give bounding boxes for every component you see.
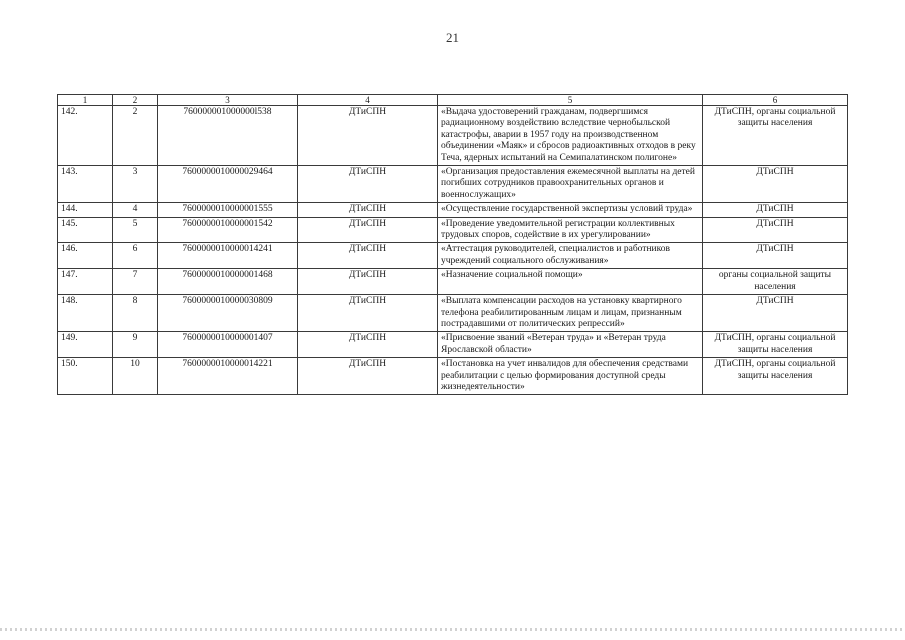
table-row (58, 166, 848, 203)
service-name-cell: «Аттестация руководителей, специалистов и работников учреждений социального обслуживания» (438, 243, 703, 269)
row-number-cell: 145. (58, 217, 113, 243)
page-number: 21 (446, 30, 459, 45)
sub-number-cell: 7 (113, 269, 158, 295)
table-row (58, 217, 848, 243)
service-code-cell: 7600000010000001555 (158, 203, 298, 217)
executor-cell: ДТиСПН (703, 203, 848, 217)
department-cell: ДТиСПН (298, 217, 438, 243)
service-name-cell: «Осуществление государственной экспертизы условий труда» (438, 203, 703, 217)
row-number-cell: 149. (58, 332, 113, 358)
row-number-cell: 143. (58, 166, 113, 203)
row-number-cell: 142. (58, 106, 113, 166)
sub-number-cell: 5 (113, 217, 158, 243)
executor-cell: ДТиСПН (703, 243, 848, 269)
service-name-cell: «Выдача удостоверений гражданам, подвергшимся радиационному воздействию вследствие чернобыльской катастрофы, аварии в 1957 году на производственном объединении «Маяк» и сбросов радиоактивных отходов в реку Теча, ядерных испытаний на Семипалатинском полигоне» (438, 106, 703, 166)
executor-cell: ДТиСПН (703, 217, 848, 243)
service-code-cell: 7600000010000001468 (158, 269, 298, 295)
department-cell: ДТиСПН (298, 166, 438, 203)
sub-number-cell: 10 (113, 358, 158, 395)
services-table (57, 94, 848, 395)
table-row (58, 106, 848, 166)
executor-cell: ДТиСПН (703, 166, 848, 203)
row-number-cell: 144. (58, 203, 113, 217)
department-cell: ДТиСПН (298, 332, 438, 358)
executor-cell: ДТиСПН (703, 295, 848, 332)
table-row (58, 203, 848, 217)
service-code-cell: 7600000010000001542 (158, 217, 298, 243)
row-number-cell: 148. (58, 295, 113, 332)
executor-cell: органы социальной защиты населения (703, 269, 848, 295)
header-row (58, 95, 848, 106)
service-code-cell: 7600000010000029464 (158, 166, 298, 203)
row-number-cell: 146. (58, 243, 113, 269)
scan-artifact-strip (0, 628, 905, 631)
sub-number-cell: 2 (113, 106, 158, 166)
service-code-cell: 760000001000000l538 (158, 106, 298, 166)
column-header: 2 (113, 95, 158, 106)
sub-number-cell: 3 (113, 166, 158, 203)
executor-cell: ДТиСПН, органы социальной защиты населения (703, 106, 848, 166)
service-code-cell: 7600000010000001407 (158, 332, 298, 358)
sub-number-cell: 9 (113, 332, 158, 358)
table-row (58, 295, 848, 332)
department-cell: ДТиСПН (298, 269, 438, 295)
column-header: 3 (158, 95, 298, 106)
department-cell: ДТиСПН (298, 106, 438, 166)
service-name-cell: «Организация предоставления ежемесячной выплаты на детей погибших сотрудников правоохранительных органов и военнослужащих» (438, 166, 703, 203)
sub-number-cell: 6 (113, 243, 158, 269)
row-number-cell: 147. (58, 269, 113, 295)
department-cell: ДТиСПН (298, 203, 438, 217)
row-number-cell: 150. (58, 358, 113, 395)
service-code-cell: 7600000010000014241 (158, 243, 298, 269)
department-cell: ДТиСПН (298, 295, 438, 332)
service-code-cell: 7600000010000030809 (158, 295, 298, 332)
table-row (58, 269, 848, 295)
sub-number-cell: 4 (113, 203, 158, 217)
table-row (58, 358, 848, 395)
service-name-cell: «Постановка на учет инвалидов для обеспечения средствами реабилитации с целью формирования доступной среды жизнедеятельности» (438, 358, 703, 395)
column-header: 6 (703, 95, 848, 106)
executor-cell: ДТиСПН, органы социальной защиты населения (703, 358, 848, 395)
service-code-cell: 7600000010000014221 (158, 358, 298, 395)
column-header: 1 (58, 95, 113, 106)
department-cell: ДТиСПН (298, 243, 438, 269)
table-row (58, 332, 848, 358)
executor-cell: ДТиСПН, органы социальной защиты населения (703, 332, 848, 358)
column-header: 4 (298, 95, 438, 106)
column-header: 5 (438, 95, 703, 106)
department-cell: ДТиСПН (298, 358, 438, 395)
service-name-cell: «Назначение социальной помощи» (438, 269, 703, 295)
service-name-cell: «Проведение уведомительной регистрации коллективных трудовых споров, содействие в их урегулировании» (438, 217, 703, 243)
sub-number-cell: 8 (113, 295, 158, 332)
table-row (58, 243, 848, 269)
service-name-cell: «Присвоение званий «Ветеран труда» и «Ветеран труда Ярославской области» (438, 332, 703, 358)
service-name-cell: «Выплата компенсации расходов на установку квартирного телефона реабилитированным лицам и лицам, признанным пострадавшими от политических репрессий» (438, 295, 703, 332)
